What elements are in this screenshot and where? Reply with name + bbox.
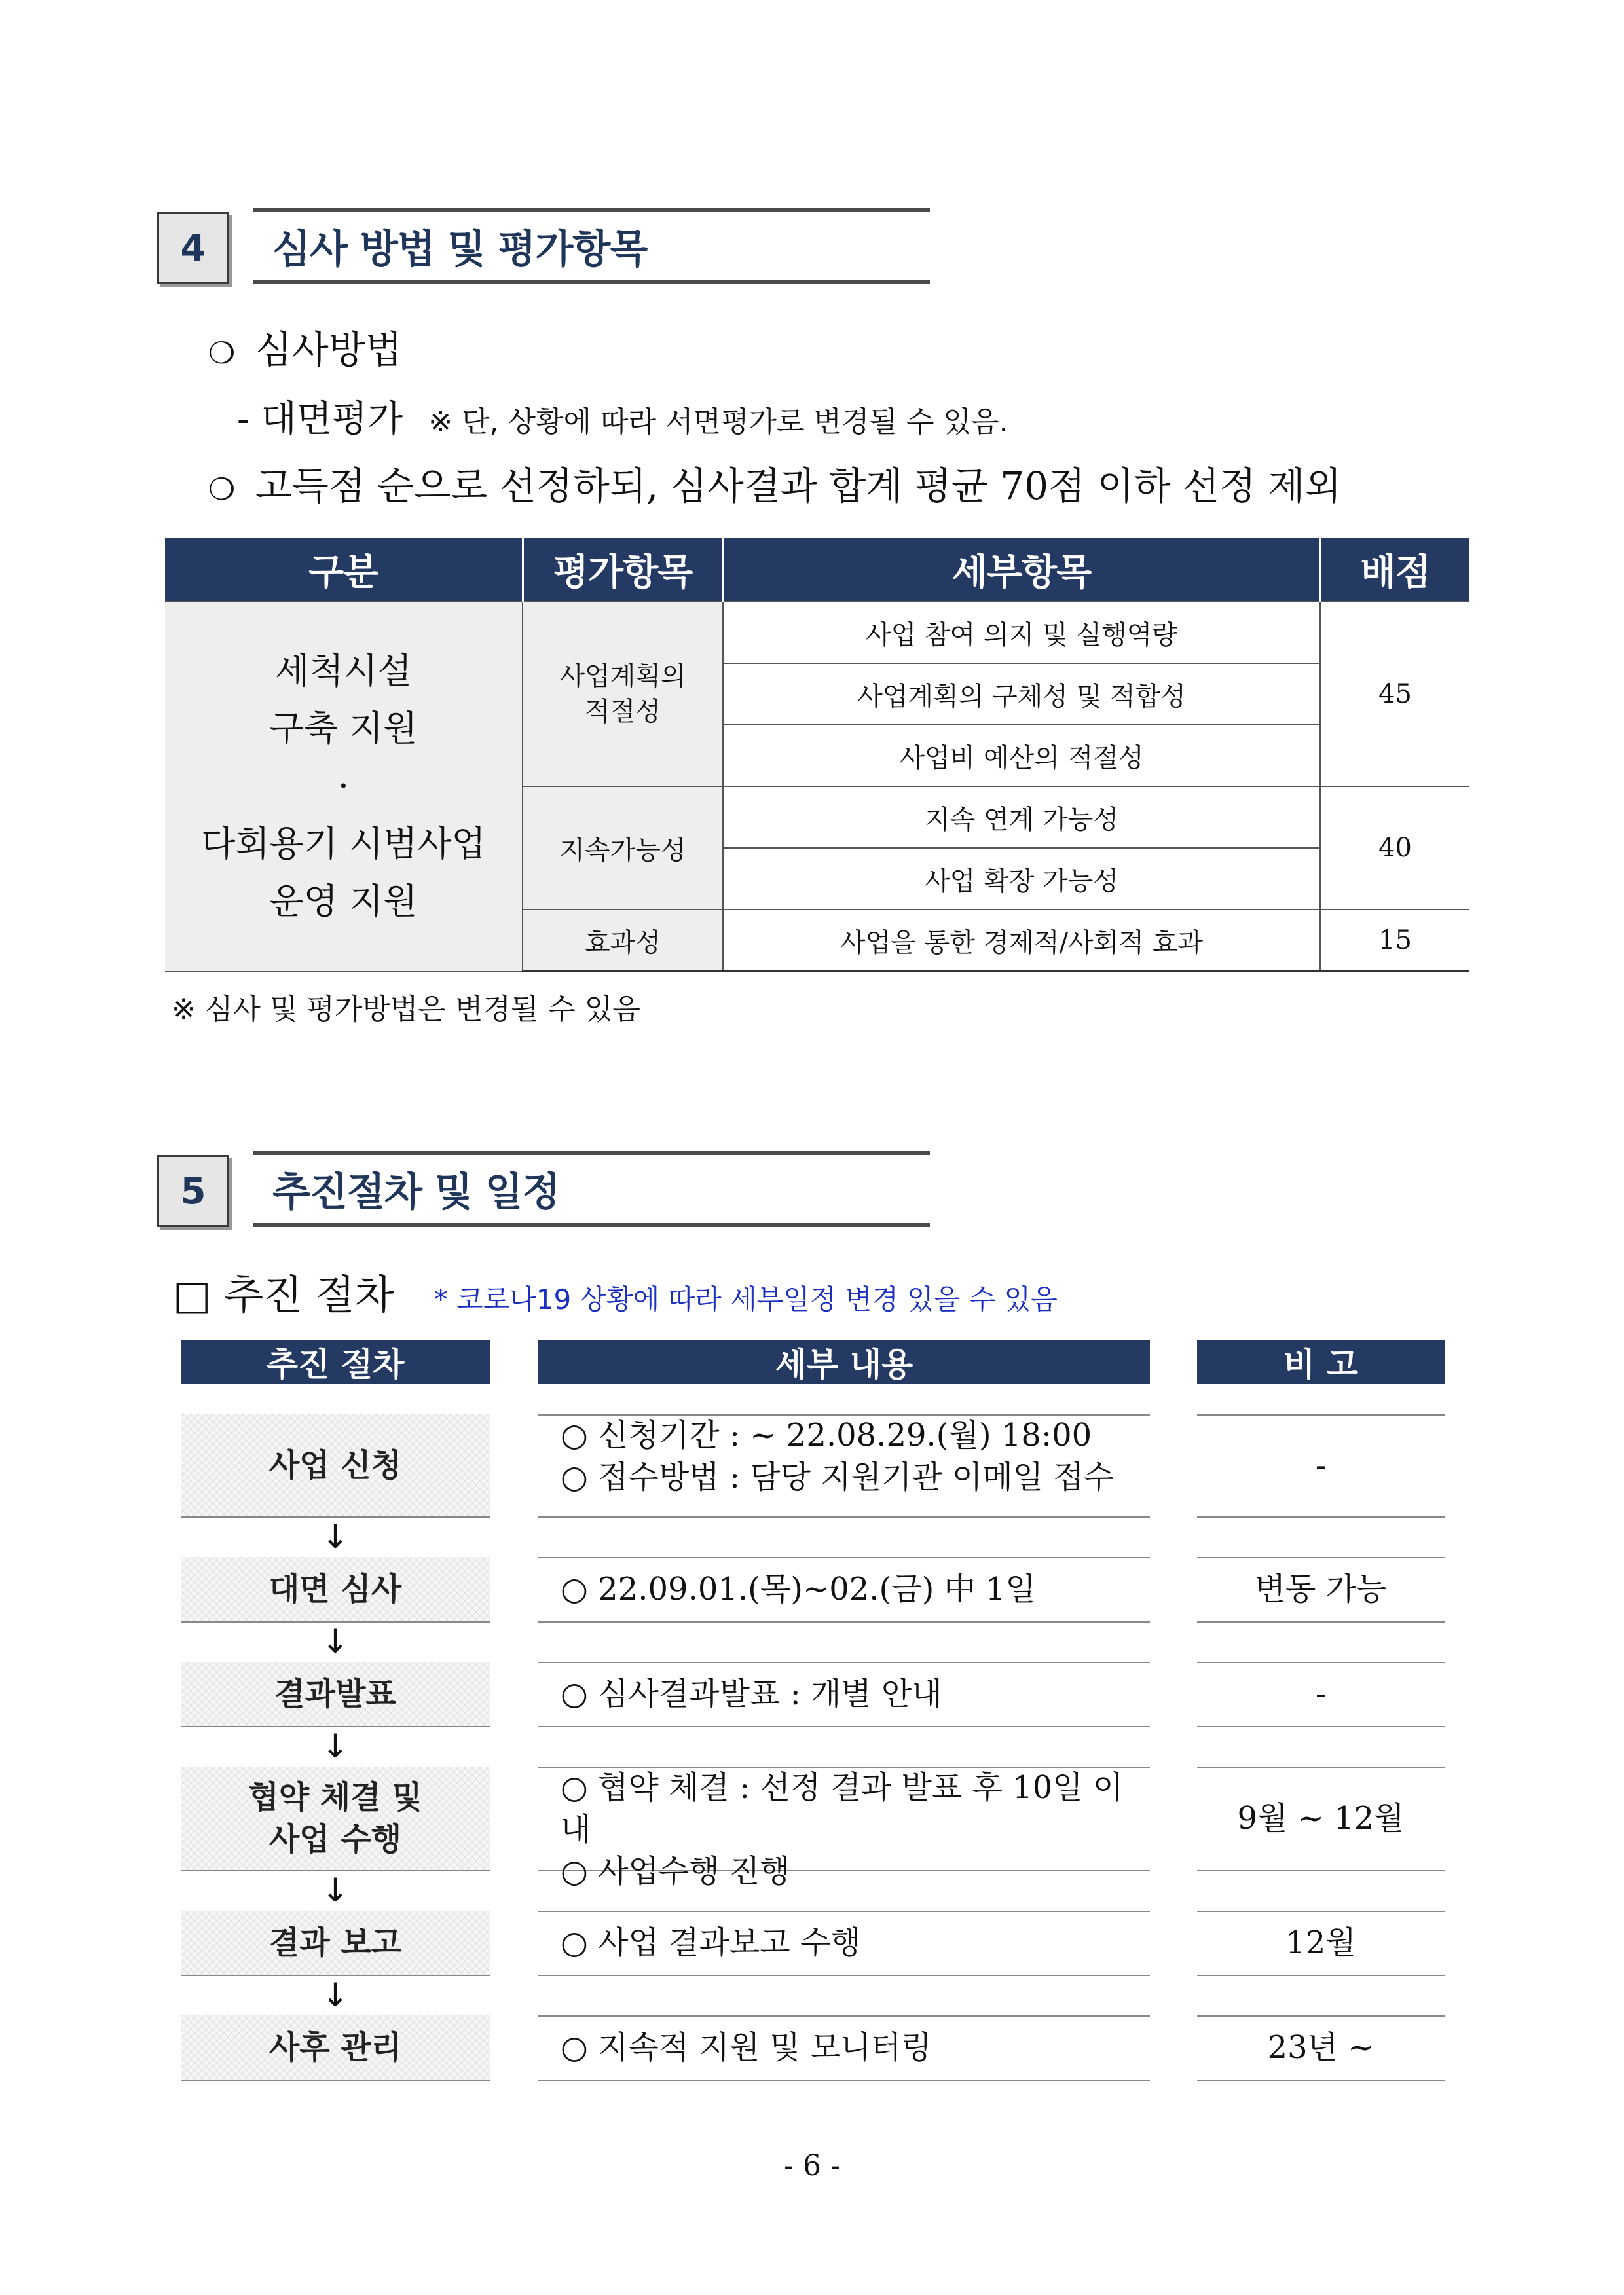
eval-item-sustainability: 지속가능성 bbox=[523, 786, 723, 909]
section-5-title: 추진절차 및 일정 bbox=[272, 1169, 560, 1215]
detail-line: ○ 협약 체결 : 선정 결과 발표 후 10일 이내 bbox=[561, 1769, 1124, 1848]
detail-item: 사업비 예산의 적절성 bbox=[723, 725, 1320, 786]
detail-item: 사업 확장 가능성 bbox=[723, 848, 1320, 909]
row-divider bbox=[181, 2080, 490, 2081]
bullet-review-method bbox=[208, 326, 402, 376]
score-cell: 15 bbox=[1320, 909, 1469, 972]
bullet-review-method-label: 심사방법 bbox=[255, 327, 402, 372]
category-line: 운영 지원 bbox=[269, 881, 418, 923]
row-divider bbox=[1197, 2080, 1445, 2081]
step-follow-up: 사후 관리 bbox=[181, 2015, 490, 2080]
down-arrow-icon: ↓ bbox=[322, 1976, 349, 2014]
header-eval-item: 평가항목 bbox=[523, 538, 723, 602]
section-4-title-bar bbox=[253, 208, 930, 284]
down-arrow-icon: ↓ bbox=[322, 1871, 349, 1909]
header-score: 배점 bbox=[1320, 538, 1469, 602]
step-apply: 사업 신청 bbox=[181, 1414, 490, 1516]
evaluation-note: ※ 심사 및 평가방법은 변경될 수 있음 bbox=[172, 993, 640, 1026]
row-divider bbox=[538, 1975, 1150, 1976]
step-follow-up-remark: 23년 ~ bbox=[1267, 2029, 1375, 2066]
detail-item: 사업 참여 의지 및 실행역량 bbox=[723, 602, 1320, 663]
score-cell: 45 bbox=[1320, 602, 1469, 786]
header-detail-item: 세부항목 bbox=[723, 538, 1320, 602]
bullet-selection-rule bbox=[208, 462, 1342, 513]
detail-line: ○ 접수방법 : 담당 지원기관 이메일 접수 bbox=[561, 1459, 1115, 1496]
row-divider bbox=[538, 1621, 1150, 1623]
score-cell: 40 bbox=[1320, 786, 1469, 909]
procedure-subheading-note: * 코로나19 상황에 따라 세부일정 변경 있을 수 있음 bbox=[434, 1283, 1058, 1315]
step-apply-remark: - bbox=[1315, 1447, 1327, 1484]
detail-item: 지속 연계 가능성 bbox=[723, 786, 1320, 848]
step-follow-up-detail: ○ 지속적 지원 및 모니터링 bbox=[561, 2029, 932, 2066]
step-agreement-detail bbox=[538, 1767, 1150, 1890]
row-divider bbox=[1197, 1975, 1445, 1976]
section-5-title-bar bbox=[253, 1151, 930, 1227]
header-procedure-step: 추진 절차 bbox=[181, 1340, 490, 1384]
detail-item: 사업을 통한 경제적/사회적 효과 bbox=[723, 909, 1320, 972]
sub-item-note: ※ 단, 상황에 따라 서면평가로 변경될 수 있음. bbox=[428, 405, 1008, 439]
row-divider bbox=[1197, 1870, 1445, 1871]
row-divider bbox=[538, 2080, 1150, 2081]
procedure-subheading bbox=[173, 1269, 1058, 1332]
eval-item-effectiveness: 효과성 bbox=[523, 909, 723, 972]
step-report: 결과 보고 bbox=[181, 1911, 490, 1975]
step-agreement: 협약 체결 및 사업 수행 bbox=[181, 1767, 490, 1870]
category-line: 구축 지원 bbox=[269, 708, 418, 750]
evaluation-table bbox=[165, 538, 1469, 972]
down-arrow-icon: ↓ bbox=[322, 1623, 349, 1661]
detail-line: ○ 신청기간 : ~ 22.08.29.(월) 18:00 bbox=[561, 1417, 1092, 1454]
category-line: · bbox=[337, 765, 350, 807]
header-category: 구분 bbox=[165, 538, 523, 602]
evaluation-table-header bbox=[165, 538, 1469, 602]
step-announcement: 결과발표 bbox=[181, 1662, 490, 1726]
detail-item: 사업계획의 구체성 및 적합성 bbox=[723, 663, 1320, 725]
hollow-circle-icon: ❍ bbox=[208, 335, 236, 371]
category-cell bbox=[165, 602, 523, 972]
down-arrow-icon: ↓ bbox=[322, 1518, 349, 1556]
step-interview-remark: 변동 가능 bbox=[1255, 1571, 1387, 1607]
down-arrow-icon: ↓ bbox=[322, 1727, 349, 1765]
section-4-number: 4 bbox=[157, 212, 229, 284]
row-divider bbox=[538, 1516, 1150, 1518]
row-divider bbox=[1197, 1726, 1445, 1727]
category-line: 다회용기 시범사업 bbox=[201, 823, 486, 865]
step-announcement-detail: ○ 심사결과발표 : 개별 안내 bbox=[561, 1676, 942, 1712]
hollow-circle-icon: ❍ bbox=[208, 471, 236, 507]
step-announcement-remark: - bbox=[1315, 1676, 1327, 1712]
procedure-subheading-label: □ 추진 절차 bbox=[173, 1271, 394, 1319]
step-agreement-remark: 9월 ~ 12월 bbox=[1237, 1800, 1405, 1837]
header-procedure-remark: 비 고 bbox=[1197, 1340, 1445, 1384]
step-interview-detail: ○ 22.09.01.(목)~02.(금) 中 1일 bbox=[561, 1571, 1036, 1607]
header-procedure-detail: 세부 내용 bbox=[538, 1340, 1150, 1384]
category-line: 세척시설 bbox=[275, 650, 412, 692]
step-report-remark: 12월 bbox=[1285, 1924, 1356, 1961]
section-4-title: 심사 방법 및 평가항목 bbox=[272, 227, 648, 272]
row-divider bbox=[1197, 1621, 1445, 1623]
row-divider bbox=[538, 1726, 1150, 1727]
page-number: - 6 - bbox=[784, 2149, 840, 2182]
section-5-number: 5 bbox=[157, 1155, 229, 1227]
eval-item-plan: 사업계획의 적절성 bbox=[523, 602, 723, 786]
sub-item-face-evaluation bbox=[237, 397, 1008, 451]
row-divider bbox=[1197, 1516, 1445, 1518]
step-interview: 대면 심사 bbox=[181, 1557, 490, 1621]
detail-line: ○ 사업수행 진행 bbox=[561, 1853, 790, 1890]
bullet-selection-rule-label: 고득점 순으로 선정하되, 심사결과 합계 평균 70점 이하 선정 제외 bbox=[255, 464, 1342, 508]
step-report-detail: ○ 사업 결과보고 수행 bbox=[561, 1924, 861, 1961]
table-row bbox=[165, 602, 1469, 663]
step-apply-detail bbox=[538, 1414, 1150, 1516]
sub-item-label: - 대면평가 bbox=[237, 398, 403, 441]
